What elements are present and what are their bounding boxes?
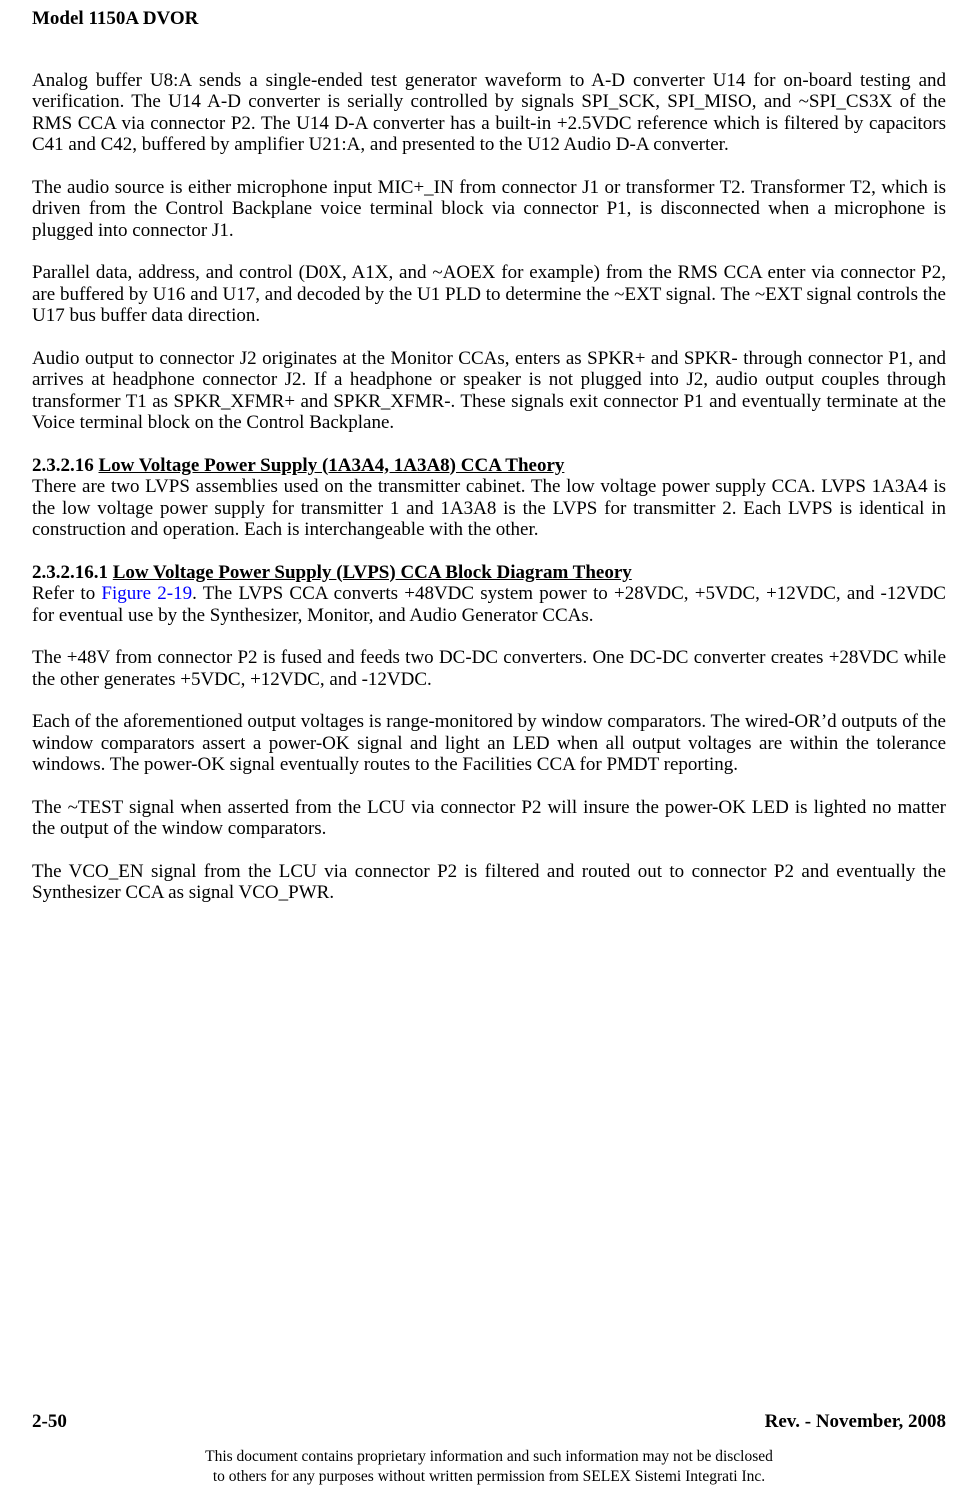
page-number: 2-50 — [32, 1410, 67, 1432]
paragraph-analog-buffer: Analog buffer U8:A sends a single-ended test generator waveform to A-D converter U14 for on-board testing and verification. The U14 A-D converter is serially controlled by signals SPI_SCK, SPI_MISO, and ~SPI_CS3X of the RMS CCA via connector P2. The U14 D-A converter has a built-in +2.5VDC reference which is filtered by capacitors C41 and C42, buffered by amplifier U21:A, and presented to the U12 Audio D-A converter. — [32, 69, 946, 155]
revision-date: Rev. - November, 2008 — [764, 1410, 946, 1432]
paragraph-text-after-link: . The LVPS CCA converts +48VDC system power to +28VDC, +5VDC, +12VDC, and -12VDC for eventual use by the Synthesizer, Monitor, and Audio Generator CCAs. — [32, 583, 946, 626]
heading-lvps-block-diagram-theory — [32, 562, 946, 584]
paragraph-refer-figure — [32, 583, 946, 626]
paragraph-test-signal: The ~TEST signal when asserted from the LCU via connector P2 will insure the power-OK LED is lighted no matter the output of the window comparators. — [32, 796, 946, 839]
paragraph-window-comparators: Each of the aforementioned output voltages is range-monitored by window comparators. The wired-OR’d outputs of the window comparators assert a power-OK signal and light an LED when all output voltages are within the tolerance windows. The power-OK signal eventually routes to the Facilities CCA for PMDT reporting. — [32, 711, 946, 775]
paragraph-dcdc-converters: The +48V from connector P2 is fused and feeds two DC-DC converters. One DC-DC converter creates +28VDC while the other generates +5VDC, +12VDC, and -12VDC. — [32, 647, 946, 690]
paragraph-lvps-assemblies: There are two LVPS assemblies used on the transmitter cabinet. The low voltage power supply CCA. LVPS 1A3A4 is the low voltage power supply for transmitter 1 and 1A3A8 is the LVPS for transmitter 2. Each LVPS is identical in construction and operation. Each is interchangeable with the other. — [32, 476, 946, 540]
paragraph-parallel-data: Parallel data, address, and control (D0X, A1X, and ~AOEX for example) from the RMS CCA enter via connector P2, are buffered by U16 and U17, and decoded by the U1 PLD to determine the ~EXT signal. The ~EXT signal controls the U17 bus buffer data direction. — [32, 262, 946, 326]
figure-2-19-link[interactable]: Figure 2-19 — [101, 583, 193, 604]
page-footer — [32, 1411, 946, 1487]
heading-number: 2.3.2.16 — [32, 454, 94, 476]
proprietary-notice-line1: This document contains proprietary information and such information may not be disclosed — [205, 1448, 773, 1465]
document-header-title: Model 1150A DVOR — [32, 8, 199, 29]
heading-title: Low Voltage Power Supply (LVPS) CCA Block Diagram Theory — [112, 561, 632, 583]
proprietary-notice-line2: to others for any purposes without written permission from SELEX Sistemi Integrati Inc. — [212, 1467, 766, 1485]
paragraph-vco-en-signal: The VCO_EN signal from the LCU via connector P2 is filtered and routed out to connector P2 and eventually the Synthesizer CCA as signal VCO_PWR. — [32, 860, 946, 903]
paragraph-audio-output: Audio output to connector J2 originates at the Monitor CCAs, enters as SPKR+ and SPKR- through connector P1, and arrives at headphone connector J2. If a headphone or speaker is not plugged into J2, audio output couples through transformer T1 as SPKR_XFMR+ and SPKR_XFMR-. These signals exit connector P1 and eventually terminate at the Voice terminal block on the Control Backplane. — [32, 347, 946, 433]
proprietary-notice — [32, 1447, 946, 1486]
heading-title: Low Voltage Power Supply (1A3A4, 1A3A8) CCA Theory — [98, 454, 565, 476]
footer-row — [32, 1411, 946, 1433]
heading-lvps-cca-theory — [32, 455, 946, 477]
heading-number: 2.3.2.16.1 — [32, 561, 108, 583]
paragraph-text-before-link: Refer to — [32, 583, 102, 604]
paragraph-audio-source: The audio source is either microphone input MIC+_IN from connector J1 or transformer T2. Transformer T2, which is driven from the Control Backplane voice terminal block via connector P1, is disconnected when a microphone is plugged into connector J1. — [32, 176, 946, 241]
